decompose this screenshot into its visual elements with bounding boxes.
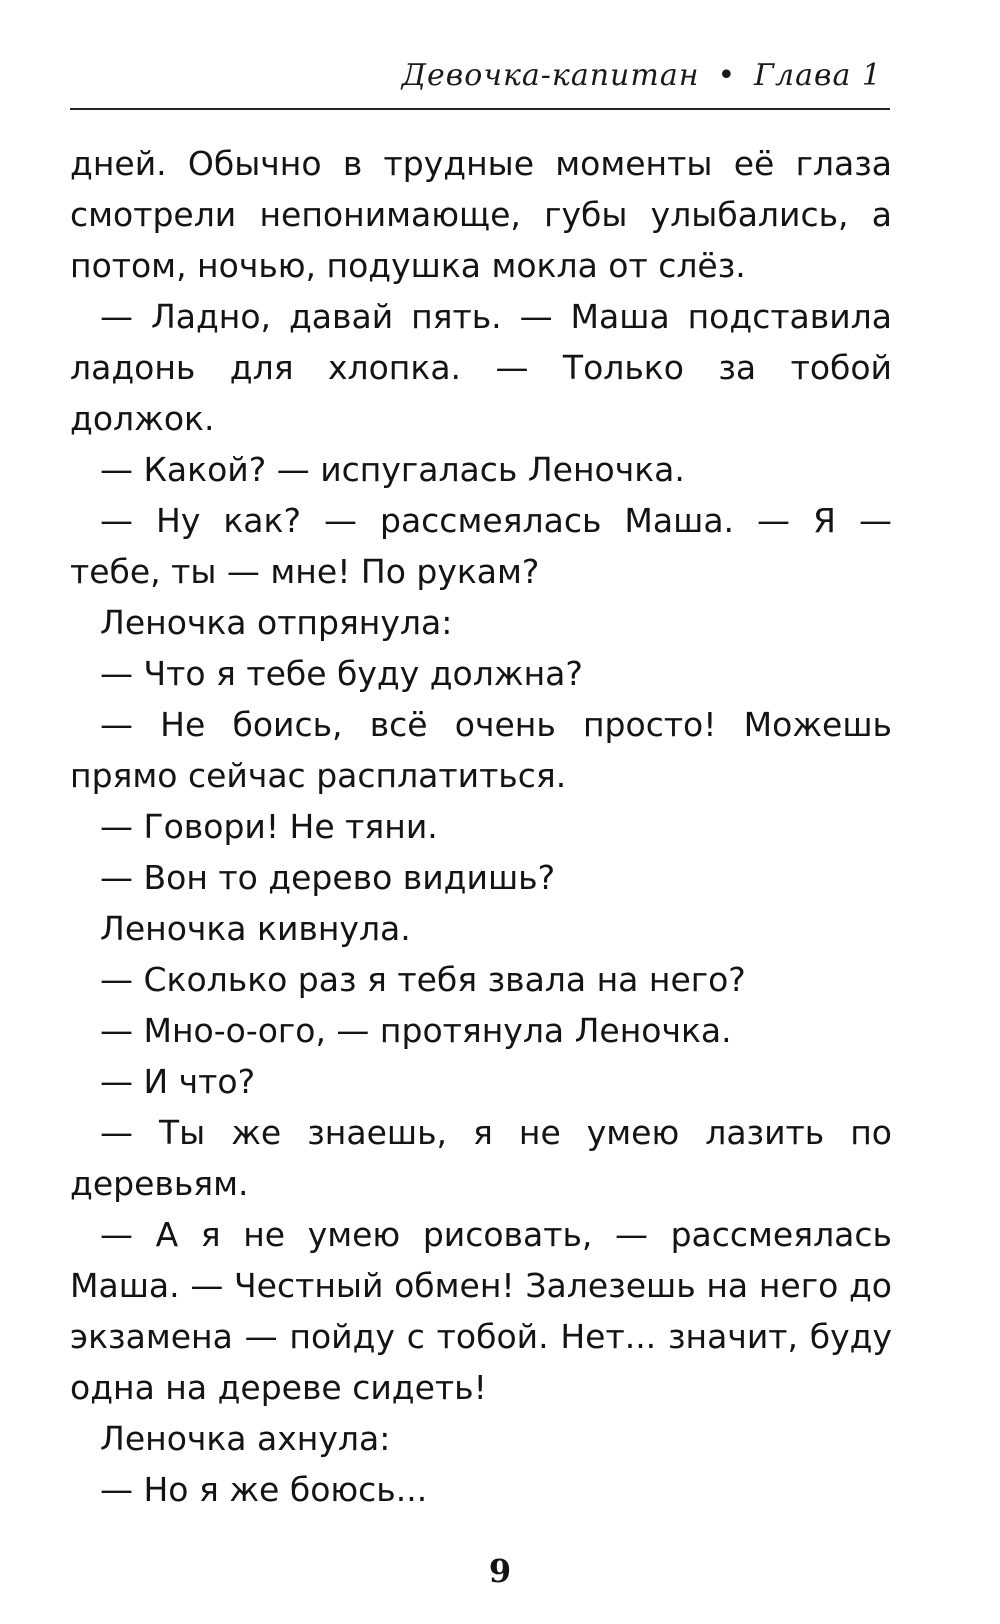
paragraph: дней. Обычно в трудные моменты её глаза смотрели непонимающе, губы улыбались, а потом, ночью, подушка мокла от слёз. — [70, 144, 892, 285]
paragraph: — Мно-о-ого, — протянула Леночка. — [100, 1011, 732, 1050]
paragraph: Леночка отпрянула: — [100, 603, 453, 642]
paragraph: — Ладно, давай пять. — Маша подставила ладонь для хлопка. — Только за тобой должок. — [70, 297, 892, 438]
paragraph: — Не боись, всё очень просто! Можешь прямо сейчас расплатиться. — [70, 705, 892, 795]
running-header — [70, 52, 890, 110]
paragraph: — Говори! Не тяни. — [100, 807, 438, 846]
paragraph: — И что? — [100, 1062, 256, 1101]
book-title: Девочка-капитан — [401, 58, 700, 93]
paragraph: — Вон то дерево видишь? — [100, 858, 556, 897]
paragraph: — А я не умею рисовать, — рассмеялась Маша. — Честный обмен! Залезешь на него до экзамена — пойду с тобой. Нет... значит, буду одна на дереве сидеть! — [70, 1215, 892, 1407]
paragraph: — Ты же знаешь, я не умею лазить по деревьям. — [70, 1113, 892, 1203]
paragraph: — Какой? — испугалась Леночка. — [100, 450, 685, 489]
body-text — [70, 138, 892, 1515]
paragraph: — Что я тебе буду должна? — [100, 654, 583, 693]
paragraph: — Сколько раз я тебя звала на него? — [100, 960, 746, 999]
paragraph: Леночка кивнула. — [100, 909, 411, 948]
header-separator: • — [717, 58, 737, 93]
paragraph: — Ну как? — рассмеялась Маша. — Я — тебе, ты — мне! По рукам? — [70, 501, 892, 591]
paragraph: — Но я же боюсь... — [100, 1470, 428, 1509]
chapter-label: Глава 1 — [754, 58, 882, 93]
paragraph: Леночка ахнула: — [100, 1419, 391, 1458]
page-number: 9 — [488, 1552, 512, 1590]
running-title — [402, 58, 882, 93]
